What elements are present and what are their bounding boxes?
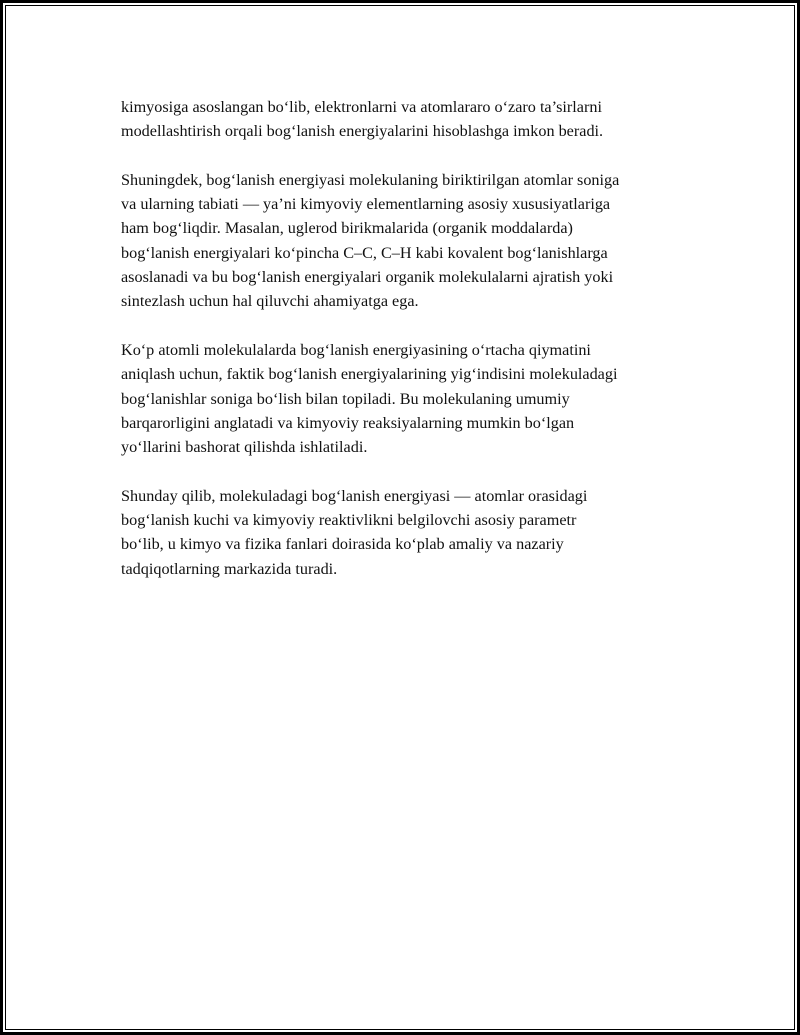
text-line: sintezlash uchun hal qiluvchi ahamiyatga ega. — [121, 292, 419, 311]
text-line: bog‘lanish kuchi va kimyoviy reaktivlikni belgilovchi asosiy parametr — [121, 511, 577, 530]
text-line: asoslanadi va bu bog‘lanish energiyalari organik molekulalarni ajratish yoki — [121, 268, 614, 287]
text-line: tadqiqotlarning markazida turadi. — [121, 559, 338, 578]
text-line: bog‘lanish energiyalari ko‘pincha C–C, C–H kabi kovalent bog‘lanishlarga — [121, 243, 608, 262]
text-line: modellashtirish orqali bog‘lanish energiyalarini hisoblashga imkon beradi. — [121, 122, 604, 141]
paragraph-2 — [121, 168, 701, 314]
text-line: Shuningdek, bog‘lanish energiyasi molekulaning biriktirilgan atomlar soniga — [121, 170, 620, 189]
text-line: Ko‘p atomli molekulalarda bog‘lanish energiyasining o‘rtacha qiymatini — [121, 340, 591, 359]
text-line: aniqlash uchun, faktik bog‘lanish energiyalarining yig‘indisini molekuladagi — [121, 365, 618, 384]
text-line: barqarorligini anglatadi va kimyoviy reaksiyalarning mumkin bo‘lgan — [121, 413, 575, 432]
text-line: bo‘lib, u kimyo va fizika fanlari doirasida ko‘plab amaliy va nazariy — [121, 535, 564, 554]
text-line: yo‘llarini bashorat qilishda ishlatiladi. — [121, 438, 368, 457]
text-line: bog‘lanishlar soniga bo‘lish bilan topiladi. Bu molekulaning umumiy — [121, 389, 570, 408]
text-line: va ularning tabiati — ya’ni kimyoviy elementlarning asosiy xususiyatlariga — [121, 195, 611, 214]
paragraph-4 — [121, 484, 701, 581]
text-line: kimyosiga asoslangan bo‘lib, elektronlarni va atomlararo o‘zaro ta’sirlarni — [121, 98, 602, 116]
text-line: ham bog‘liqdir. Masalan, uglerod birikmalarida (organik moddalarda) — [121, 219, 573, 238]
paragraph-3 — [121, 338, 701, 459]
paragraph-1 — [121, 95, 701, 144]
document-body — [121, 95, 701, 605]
text-line: Shunday qilib, molekuladagi bog‘lanish energiyasi — atomlar orasidagi — [121, 486, 588, 505]
